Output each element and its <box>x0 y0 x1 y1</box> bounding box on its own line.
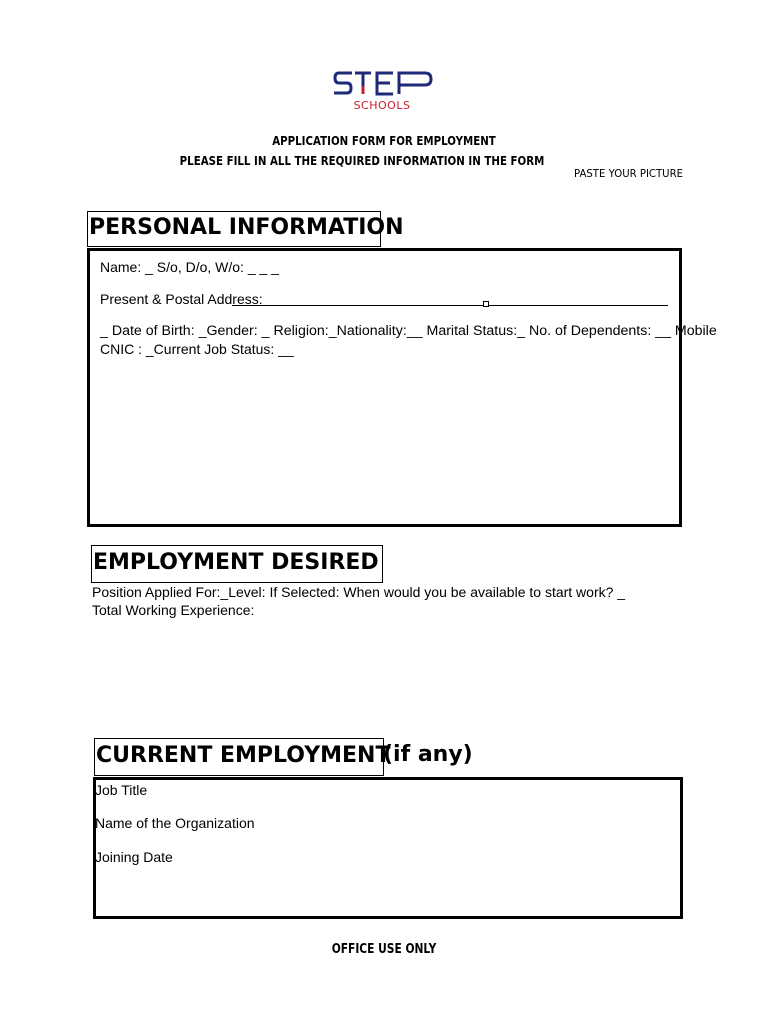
picture-placeholder-label: PASTE YOUR PICTURE <box>574 167 684 180</box>
position-applied-line: Position Applied For:_Level: If Selected: When would you be available to start work? _ <box>92 584 626 600</box>
address-anchor-marker <box>483 301 489 307</box>
name-field-label: Name: _ S/o, D/o, W/o: _ _ _ <box>100 259 279 275</box>
job-title-label: Job Title <box>95 782 148 798</box>
current-employment-heading: CURRENT EMPLOYMENT <box>94 738 384 776</box>
logo-subtitle: SCHOOLS <box>353 99 411 112</box>
personal-information-heading: PERSONAL INFORMATION <box>87 211 381 247</box>
cnic-field-label: CNIC : _Current Job Status: __ <box>100 341 294 357</box>
address-input-line[interactable] <box>232 305 668 306</box>
organization-name-label: Name of the Organization <box>95 815 255 831</box>
total-experience-label: Total Working Experience: <box>92 602 255 618</box>
address-field-label: Present & Postal Address: <box>100 291 263 307</box>
office-use-heading: OFFICE USE ONLY <box>331 942 437 957</box>
employment-desired-heading: EMPLOYMENT DESIRED <box>91 545 383 583</box>
personal-details-line: _ Date of Birth: _Gender: _ Religion:_Nationality:__ Marital Status:_ No. of Dependents: __ Mobile <box>100 323 717 339</box>
form-title: APPLICATION FORM FOR EMPLOYMENT <box>272 133 496 148</box>
form-instruction: PLEASE FILL IN ALL THE REQUIRED INFORMATION IN THE FORM <box>179 153 545 168</box>
joining-date-label: Joining Date <box>95 849 173 865</box>
current-employment-box <box>93 777 683 919</box>
current-employment-suffix: (if any) <box>383 742 473 767</box>
